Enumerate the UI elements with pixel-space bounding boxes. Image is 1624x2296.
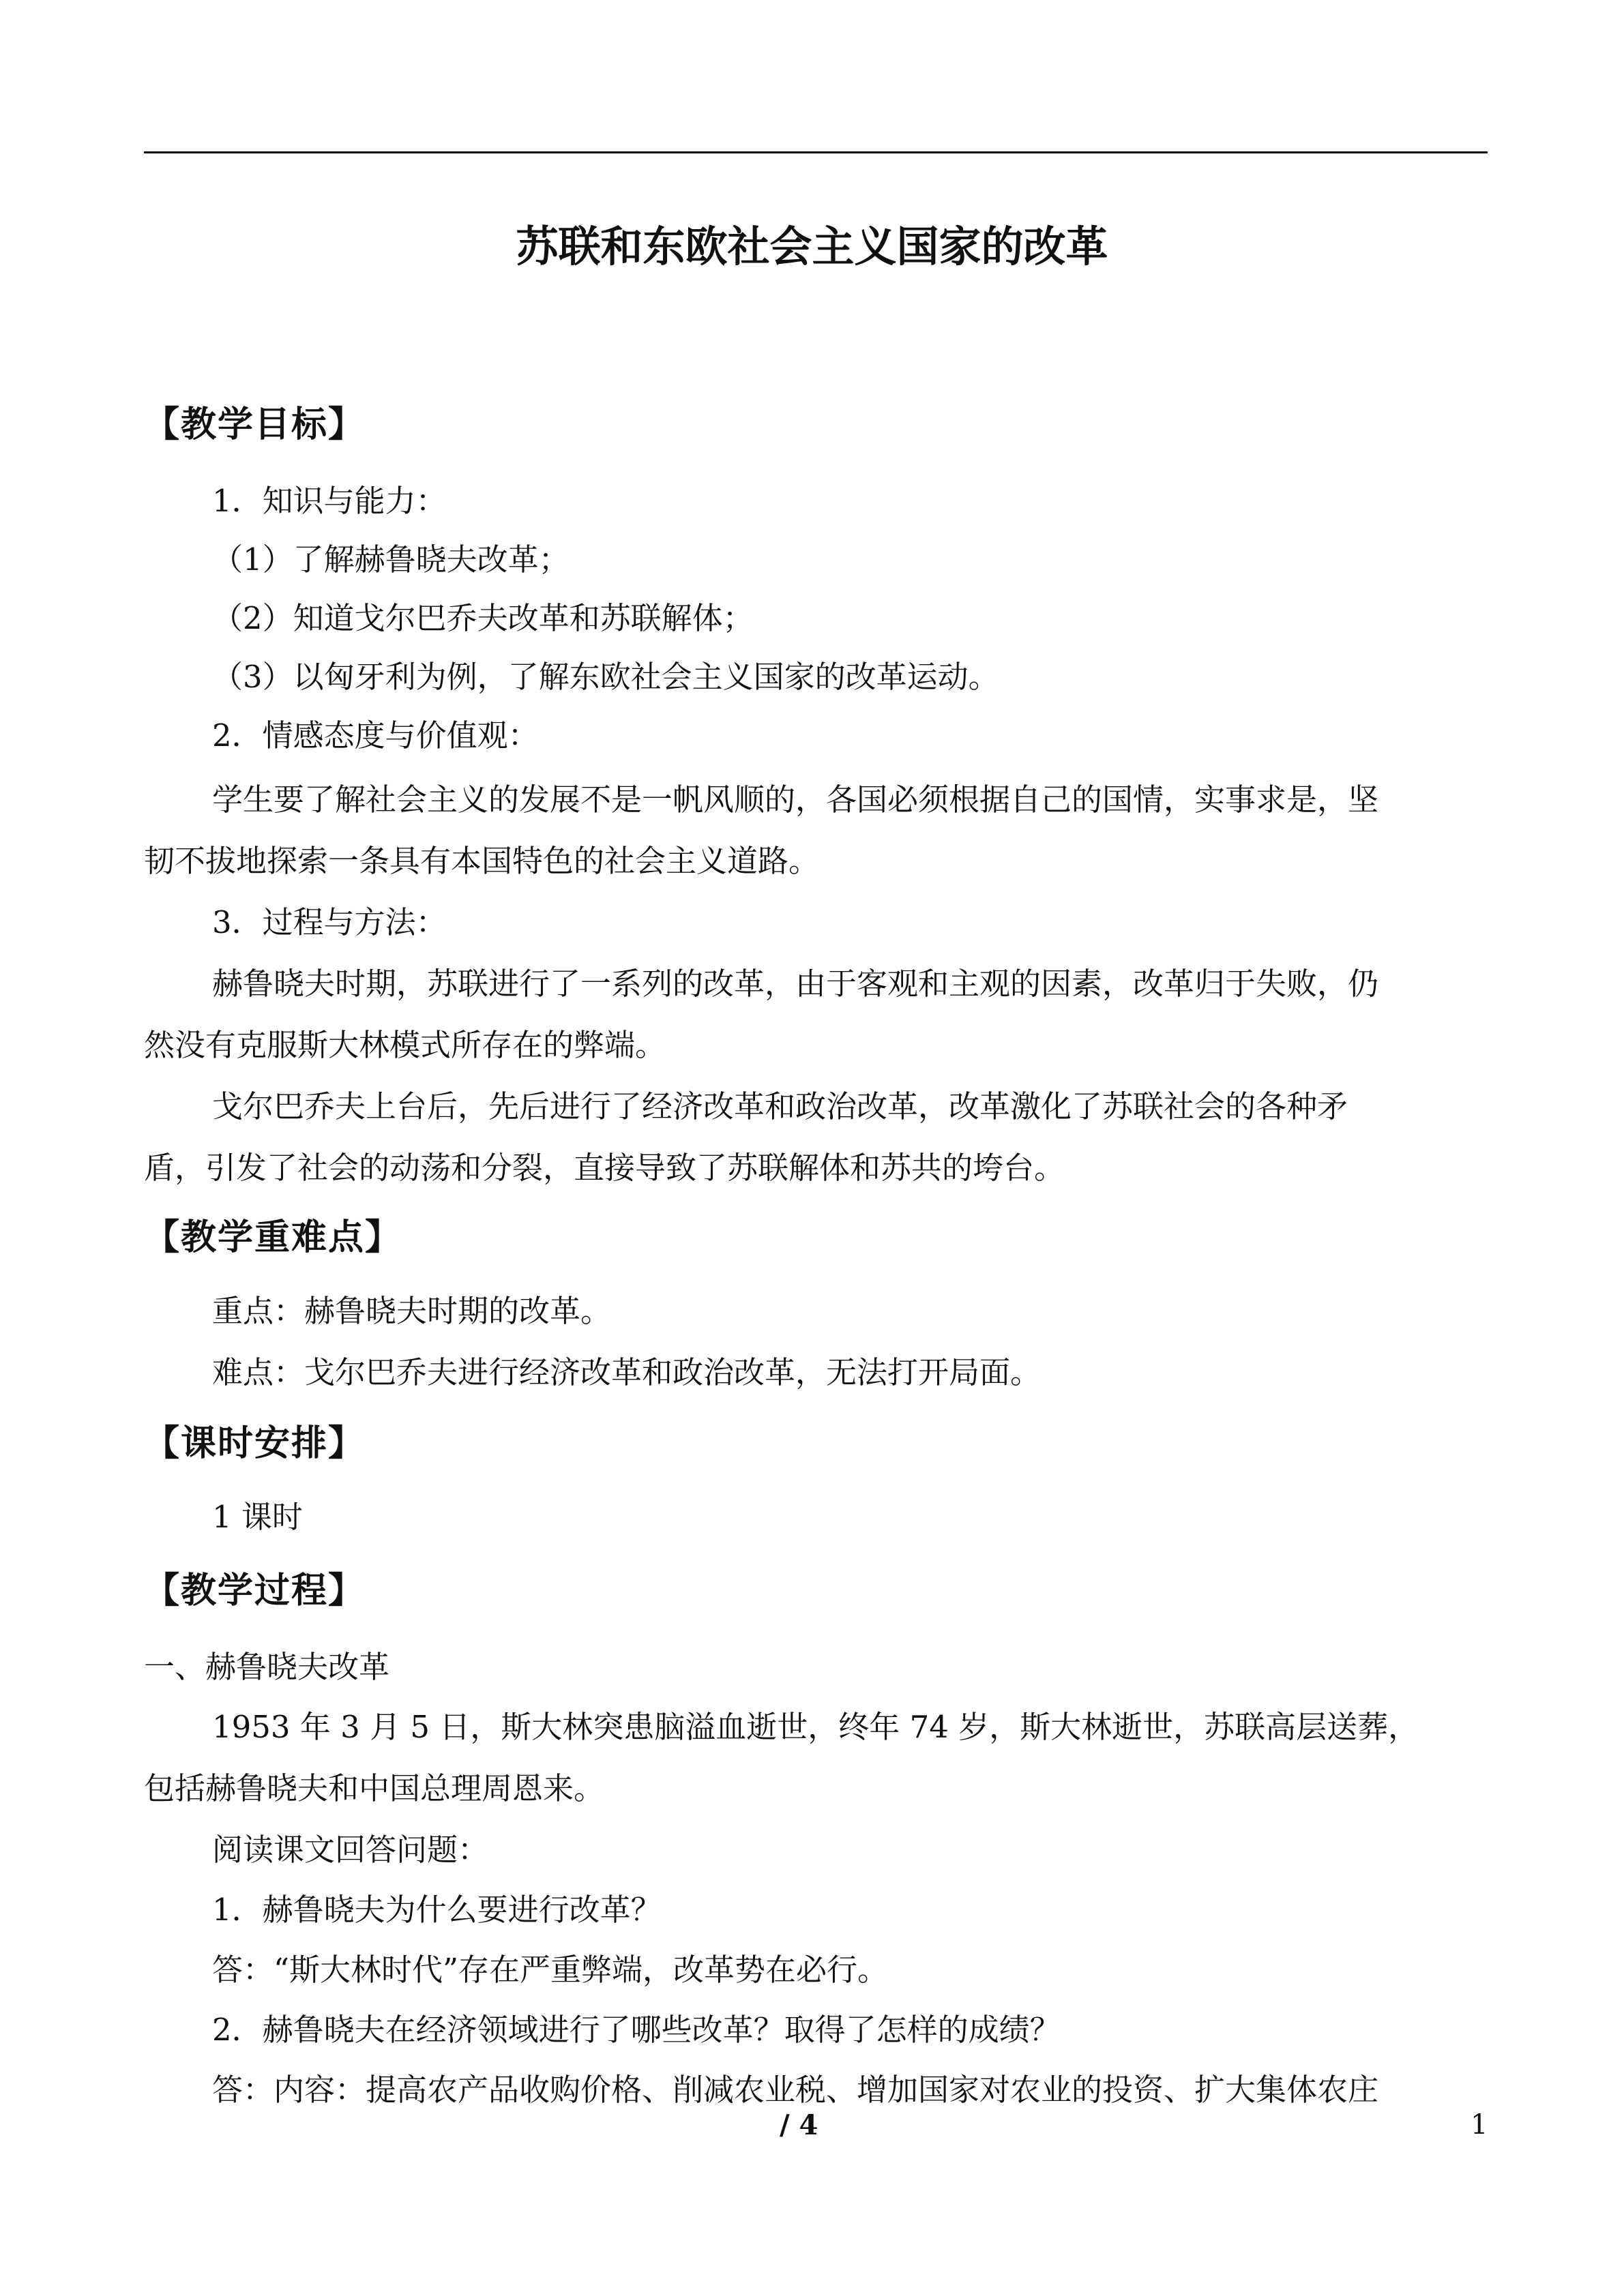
goal-para-4-line-2: 盾，引发了社会的动荡和分裂，直接导致了苏联解体和苏共的垮台。 bbox=[144, 1150, 1065, 1186]
goal-para-3-line-2: 然没有克服斯大林模式所存在的弊端。 bbox=[144, 1027, 666, 1063]
key-focus: 重点：赫鲁晓夫时期的改革。 bbox=[212, 1293, 612, 1329]
goal-item-1: 1．知识与能力： bbox=[212, 483, 447, 519]
heading-schedule: 【课时安排】 bbox=[144, 1423, 366, 1464]
goal-para-2-line-2: 韧不拔地探索一条具有本国特色的社会主义道路。 bbox=[144, 843, 820, 879]
goal-para-3-line-1: 赫鲁晓夫时期，苏联进行了一系列的改革，由于客观和主观的因素，改革归于失败，仍 bbox=[212, 966, 1379, 1002]
process-answer-1: 答：“斯大林时代”存在严重弊端，改革势在必行。 bbox=[212, 1952, 889, 1988]
goal-sub-2: （2）知道戈尔巴乔夫改革和苏联解体； bbox=[212, 600, 754, 636]
process-para-1-line-1: 1953 年 3 月 5 日，斯大林突患脑溢血逝世，终年 74 岁，斯大林逝世，苏联高层送葬， bbox=[212, 1709, 1419, 1745]
heading-key-difficult-points: 【教学重难点】 bbox=[144, 1217, 402, 1258]
goal-item-2: 2．情感态度与价值观： bbox=[212, 717, 539, 754]
goal-sub-1: （1）了解赫鲁晓夫改革； bbox=[212, 541, 570, 578]
heading-teaching-goals: 【教学目标】 bbox=[144, 404, 366, 445]
goal-para-4-line-1: 戈尔巴乔夫上台后，先后进行了经济改革和政治改革，改革激化了苏联社会的各种矛 bbox=[212, 1088, 1348, 1124]
header-rule bbox=[144, 151, 1488, 153]
process-section-1: 一、赫鲁晓夫改革 bbox=[144, 1649, 390, 1685]
process-read-prompt: 阅读课文回答问题： bbox=[212, 1832, 489, 1868]
goal-para-2-line-1: 学生要了解社会主义的发展不是一帆风顺的，各国必须根据自己的国情，实事求是，坚 bbox=[212, 781, 1379, 818]
process-answer-2: 答：内容：提高农产品收购价格、削减农业税、增加国家对农业的投资、扩大集体农庄 bbox=[212, 2072, 1379, 2108]
process-question-1: 1．赫鲁晓夫为什么要进行改革？ bbox=[212, 1892, 662, 1928]
page-number: 1 bbox=[1471, 2109, 1488, 2141]
heading-teaching-process: 【教学过程】 bbox=[144, 1570, 366, 1611]
process-question-2: 2．赫鲁晓夫在经济领域进行了哪些改革？取得了怎样的成绩？ bbox=[212, 2012, 1061, 2048]
goal-sub-3: （3）以匈牙利为例，了解东欧社会主义国家的改革运动。 bbox=[212, 659, 999, 695]
process-para-1-line-2: 包括赫鲁晓夫和中国总理周恩来。 bbox=[144, 1770, 605, 1806]
schedule-hours: 1 课时 bbox=[212, 1499, 303, 1535]
page-total: / 4 bbox=[780, 2109, 818, 2141]
page-title: 苏联和东欧社会主义国家的改革 bbox=[516, 222, 1108, 271]
key-difficulty: 难点：戈尔巴乔夫进行经济改革和政治改革，无法打开局面。 bbox=[212, 1354, 1042, 1390]
goal-item-3: 3．过程与方法： bbox=[212, 904, 447, 940]
